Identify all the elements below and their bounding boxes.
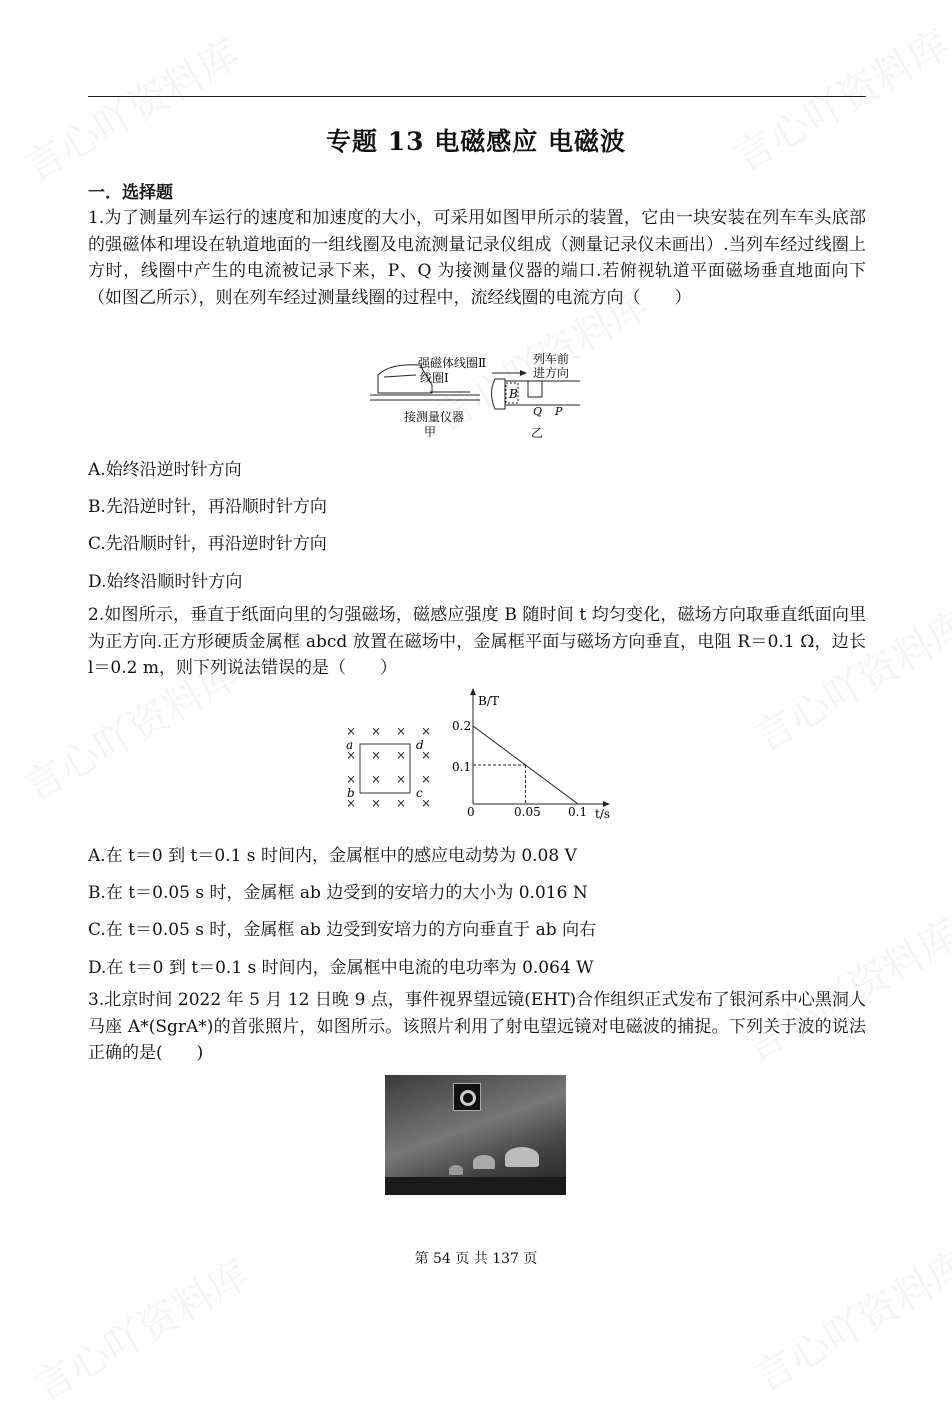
y-tick: 0.2 [452,719,472,733]
section-heading: 一．选择题 [88,183,173,203]
cross-mark: × [396,748,407,762]
watermark [12,24,248,193]
option-b: B.先沿逆时针，再沿顺时针方向 [88,497,327,517]
label-forward: 列车前 [533,352,570,366]
label-magnet: 强磁体 [418,356,455,370]
label-P: P [555,405,563,418]
cross-mark: × [346,724,357,738]
option-b: B.在 t＝0.05 s 时，金属框 ab 边受到的安培力的大小为 0.016 N [88,883,588,903]
option-c: C.在 t＝0.05 s 时，金属框 ab 边受到安培力的方向垂直于 ab 向右 [88,920,597,940]
black-hole-inset [453,1083,481,1111]
question-3-stem: 3.北京时间 2022 年 5 月 12 日晚 9 点，事件视界望远镜(EHT)合作组织正式发布了银河系中心黑洞人马座 A*(SgrA*)的首张照片，如图所示。该照片利用了射电望远镜对电磁波的捕捉。下列关于波的说法正确的是( ) [88,990,866,1064]
telescope-dish [473,1155,495,1169]
telescope-dish [505,1147,539,1167]
cross-mark: × [346,748,357,762]
question-1-stem: 1.为了测量列车运行的速度和加速度的大小，可采用如图甲所示的装置，它由一块安装在列车车头底部的强磁体和埋设在轨道地面的一组线圈及电流测量记录仪组成（测量记录仪未画出）.当列车经过线圈上方时，线圈中产生的电流被记录下来，P、Q 为接测量仪器的端口.若俯视轨道平面磁场垂直地面向下（如图乙所示），则在列车经过测量线圈的过程中，流经线圈的电流方向（ ） [88,208,866,308]
watermark [22,1244,258,1413]
page-number: 第 54 页 共 137 页 [414,1251,538,1267]
y-tick: 0.1 [452,760,472,774]
label-yi: 乙 [531,426,544,440]
label-B: B [509,387,518,401]
option-c: C.先沿顺时针，再沿逆时针方向 [88,534,327,554]
y-axis-arrow [470,688,476,695]
cross-mark: × [421,724,432,738]
page-title: 专题 13 电磁感应 电磁波 [326,127,626,156]
corner-d: d [416,738,424,752]
label-coil-1: 线圈Ⅰ [420,371,449,385]
cross-mark: × [346,772,357,786]
cross-mark: × [371,796,382,810]
header-rule [88,96,866,97]
cross-mark: × [371,748,382,762]
black-hole-telescope-photo [385,1075,566,1195]
x-axis-label: t/s [595,807,611,821]
y-axis-label: B/T [478,694,499,708]
question-1-figure [370,345,590,445]
telescope-dish [449,1165,463,1175]
option-d: D.在 t＝0 到 t＝0.1 s 时间内，金属框中电流的电功率为 0.064 W [88,958,594,978]
corner-b: b [347,786,355,800]
label-forward: 进方向 [533,366,570,380]
x-tick: 0.05 [514,805,541,819]
cross-mark: × [346,796,357,810]
corner-a: a [346,738,354,752]
x-tick: 0 [467,805,475,819]
cross-mark: × [396,796,407,810]
cross-mark: × [421,748,432,762]
corner-c: c [416,786,423,800]
label-jia: 甲 [424,425,437,439]
cross-mark: × [371,724,382,738]
cross-mark: × [421,796,432,810]
label-instrument: 接测量仪器 [404,410,465,424]
question-2-stem: 2.如图所示，垂直于纸面向里的匀强磁场，磁感应强度 B 随时间 t 均匀变化，磁场方向取垂直纸面向里为正方向.正方形硬质金属框 abcd 放置在磁场中，金属框平面与磁场方向垂直，电阻 R＝0.1 Ω，边长 l＝0.2 m，则下列说法错误的是（ ） [88,605,866,679]
cross-mark: × [421,772,432,786]
option-d: D.始终沿顺时针方向 [88,572,243,592]
cross-mark: × [396,724,407,738]
cross-mark: × [396,772,407,786]
option-a: A.始终沿逆时针方向 [88,460,242,480]
question-2-figure [330,685,620,825]
label-Q: Q [533,405,543,418]
cross-mark: × [371,772,382,786]
label-coil-2: 线圈Ⅱ [454,356,487,370]
option-a: A.在 t＝0 到 t＝0.1 s 时间内，金属框中的感应电动势为 0.08 V [88,846,577,866]
x-tick: 0.1 [568,805,588,819]
